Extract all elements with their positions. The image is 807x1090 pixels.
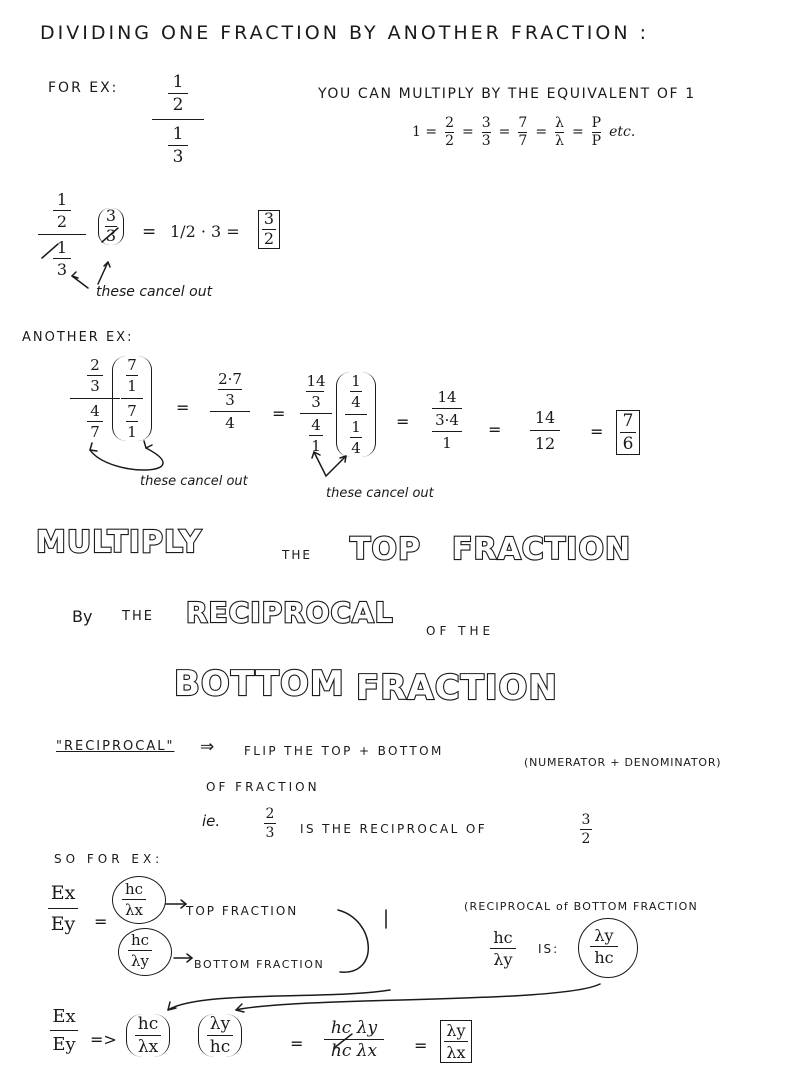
final-equals-2: = bbox=[414, 1036, 428, 1055]
ex2-equals-3: = bbox=[396, 412, 410, 431]
cancel-note-2: these cancel out bbox=[140, 474, 248, 489]
denominator: hc λx bbox=[330, 1041, 378, 1061]
eq-num: P bbox=[591, 115, 602, 131]
work1-middle: 1/2 · 3 = bbox=[170, 222, 240, 241]
rule-by: By bbox=[72, 607, 93, 626]
rule-reciprocal: RECIPROCAL bbox=[186, 596, 394, 629]
eq-den: 7 bbox=[518, 132, 528, 149]
numerator: hc bbox=[130, 931, 150, 949]
ex3-cancel-fraction bbox=[324, 1018, 384, 1061]
rule-bottom: BOTTOM bbox=[174, 664, 345, 704]
definition-ie: ie. bbox=[202, 812, 221, 830]
so-for-ex-label: SO FOR EX: bbox=[54, 852, 164, 866]
numerator: λy bbox=[594, 926, 614, 945]
page-title: DIVIDING ONE FRACTION BY ANOTHER FRACTION : bbox=[40, 22, 650, 44]
main-fraction-bar bbox=[152, 119, 204, 120]
bottom-fraction-label: BOTTOM FRACTION bbox=[194, 958, 325, 971]
denominator: 1 bbox=[127, 377, 137, 395]
numerator: 14 bbox=[534, 408, 556, 427]
numerator: hc λy bbox=[330, 1018, 378, 1038]
denominator: 12 bbox=[534, 434, 556, 453]
numerator: 7 bbox=[127, 356, 137, 374]
denominator: 2 bbox=[263, 228, 275, 248]
numerator: 14 bbox=[437, 388, 457, 406]
is-label: IS: bbox=[538, 942, 560, 956]
denominator: λy bbox=[493, 950, 513, 969]
ex2-step5 bbox=[530, 408, 560, 453]
numerator: λy bbox=[446, 1021, 466, 1040]
denominator: 3 bbox=[311, 393, 321, 411]
bottom-denominator: 3 bbox=[172, 147, 184, 167]
numerator: 3 bbox=[105, 206, 117, 225]
one-equals: 1 = bbox=[412, 124, 438, 141]
numerator: 1 bbox=[56, 238, 68, 257]
reciprocal-of-bottom-title: (RECIPROCAL of BOTTOM FRACTION bbox=[464, 900, 698, 913]
top-fraction-label: TOP FRACTION bbox=[186, 904, 299, 918]
denominator: 3 bbox=[265, 825, 275, 841]
denominator: 4 bbox=[351, 439, 361, 457]
another-example-label: ANOTHER EX: bbox=[22, 330, 134, 345]
numerator: Ex bbox=[52, 1006, 76, 1027]
numerator: 7 bbox=[127, 402, 137, 420]
denominator: 4 bbox=[225, 414, 235, 432]
numerator: 2·7 bbox=[218, 370, 242, 388]
work1-multiplier bbox=[98, 208, 124, 245]
denominator: 1 bbox=[311, 437, 321, 455]
definition-text-1b: (NUMERATOR + DENOMINATOR) bbox=[524, 756, 722, 769]
cancel-note-1: these cancel out bbox=[96, 284, 213, 300]
denominator: 6 bbox=[622, 434, 634, 454]
ex2-step3 bbox=[300, 372, 332, 455]
bottom-numerator: 1 bbox=[172, 124, 184, 144]
top-numerator: 1 bbox=[172, 72, 184, 92]
multiply-by-one-note: YOU CAN MULTIPLY BY THE EQUIVALENT OF 1 bbox=[318, 86, 696, 102]
rule-multiply: MULTIPLY bbox=[36, 525, 203, 560]
denominator: 3 bbox=[105, 225, 117, 245]
denominator: hc bbox=[209, 1037, 231, 1057]
ex3-top-fraction bbox=[122, 880, 146, 919]
eq-den: λ bbox=[555, 132, 564, 149]
denominator: Ey bbox=[52, 1034, 76, 1055]
denominator: Ey bbox=[50, 913, 76, 935]
numerator: 1 bbox=[351, 418, 361, 436]
eq-den: P bbox=[591, 132, 602, 149]
rule-fraction-1: FRACTION bbox=[452, 532, 632, 567]
denominator: λx bbox=[125, 901, 143, 919]
numerator: hc bbox=[124, 880, 144, 898]
numerator: λy bbox=[209, 1014, 231, 1034]
numerator: hc bbox=[137, 1014, 159, 1034]
ex3-final-left bbox=[126, 1014, 170, 1057]
definition-text-2: OF FRACTION bbox=[206, 780, 320, 794]
reciprocal-term: "RECIPROCAL" bbox=[56, 739, 175, 754]
rule-top: TOP bbox=[350, 532, 421, 567]
ex2-step2 bbox=[210, 370, 250, 432]
definition-example-fraction bbox=[264, 806, 276, 841]
numerator: 1 bbox=[351, 372, 361, 390]
numerator: hc bbox=[493, 928, 513, 947]
rule-the-1: THE bbox=[282, 548, 312, 562]
ex3-equals: = bbox=[94, 912, 108, 931]
fraction-bar bbox=[168, 93, 188, 94]
ex3-reciprocal-result bbox=[590, 926, 618, 967]
definition-arrow: ⇒ bbox=[200, 737, 215, 757]
rule-of-the: OF THE bbox=[426, 624, 495, 638]
etc-label: etc. bbox=[609, 124, 636, 141]
denominator: λy bbox=[131, 952, 149, 970]
denominator: λx bbox=[446, 1043, 466, 1062]
denominator: 3 bbox=[225, 391, 235, 409]
final-equals-1: = bbox=[290, 1034, 304, 1053]
ex2-equals-1: = bbox=[176, 398, 190, 417]
equivalent-of-one-row: 1 = $\frac{2}{2}$ = $\frac{3}{3}$ = $\frac{7}{7}$ = $\frac{\lambda}{\lambda}$ = $\frac{P}{P}$ etc. bbox=[412, 115, 636, 149]
cancel-note-3: these cancel out bbox=[326, 486, 434, 501]
denominator: 7 bbox=[90, 423, 100, 441]
numerator: 1 bbox=[56, 190, 68, 209]
ex3-bottom-copy bbox=[490, 928, 516, 969]
work1-equals: = bbox=[142, 222, 157, 242]
fraction-bar bbox=[168, 145, 188, 146]
denominator: 1 bbox=[127, 423, 137, 441]
ex3-bottom-fraction bbox=[128, 931, 152, 970]
numerator: 14 bbox=[306, 372, 326, 390]
work1-complex-fraction bbox=[38, 190, 86, 279]
eq-num: λ bbox=[555, 115, 564, 131]
ex2-multiplier-1 bbox=[112, 356, 152, 441]
definition-is-the: IS THE RECIPROCAL OF bbox=[300, 822, 488, 836]
eq-den: 2 bbox=[445, 132, 455, 149]
numerator: 2 bbox=[265, 806, 275, 822]
definition-text-1: FLIP THE TOP + BOTTOM bbox=[244, 744, 444, 758]
top-denominator: 2 bbox=[172, 95, 184, 115]
numerator: 4 bbox=[90, 402, 100, 420]
eq-num: 3 bbox=[481, 115, 491, 131]
rule-fraction-2: FRACTION bbox=[356, 668, 558, 708]
denominator: 2 bbox=[581, 831, 591, 847]
middle: 3·4 bbox=[435, 411, 459, 429]
eq-num: 7 bbox=[518, 115, 528, 131]
ex2-equals-2: = bbox=[272, 404, 286, 423]
denominator: 2 bbox=[56, 212, 68, 231]
denominator: 1 bbox=[442, 434, 452, 452]
denominator: hc bbox=[594, 948, 614, 967]
ex3-ratio-2 bbox=[50, 1006, 78, 1055]
numerator: 3 bbox=[581, 812, 591, 828]
numerator: 3 bbox=[263, 209, 275, 228]
implies-arrow: => bbox=[90, 1030, 117, 1049]
ex2-step4 bbox=[432, 388, 462, 452]
for-example-label: FOR EX: bbox=[48, 80, 119, 96]
denominator: 4 bbox=[351, 393, 361, 411]
denominator: 3 bbox=[90, 377, 100, 395]
numerator: 4 bbox=[311, 416, 321, 434]
ex2-equals-4: = bbox=[488, 420, 502, 439]
ex2-equals-5: = bbox=[590, 422, 604, 441]
eq-num: 2 bbox=[445, 115, 455, 131]
numerator: Ex bbox=[50, 882, 76, 904]
ex3-ratio bbox=[48, 882, 78, 935]
rule-the-2: THE bbox=[122, 609, 154, 624]
ex3-final-result bbox=[440, 1020, 472, 1063]
numerator: 2 bbox=[90, 356, 100, 374]
denominator: 3 bbox=[56, 260, 68, 279]
definition-example-fraction-2 bbox=[580, 812, 592, 847]
example1-complex-fraction bbox=[152, 72, 204, 167]
numerator: 7 bbox=[622, 411, 634, 431]
ex2-result bbox=[616, 410, 640, 455]
ex2-multiplier-2 bbox=[336, 372, 376, 457]
work1-result bbox=[258, 210, 280, 249]
ex3-final-right bbox=[198, 1014, 242, 1057]
denominator: λx bbox=[137, 1037, 159, 1057]
eq-den: 3 bbox=[481, 132, 491, 149]
